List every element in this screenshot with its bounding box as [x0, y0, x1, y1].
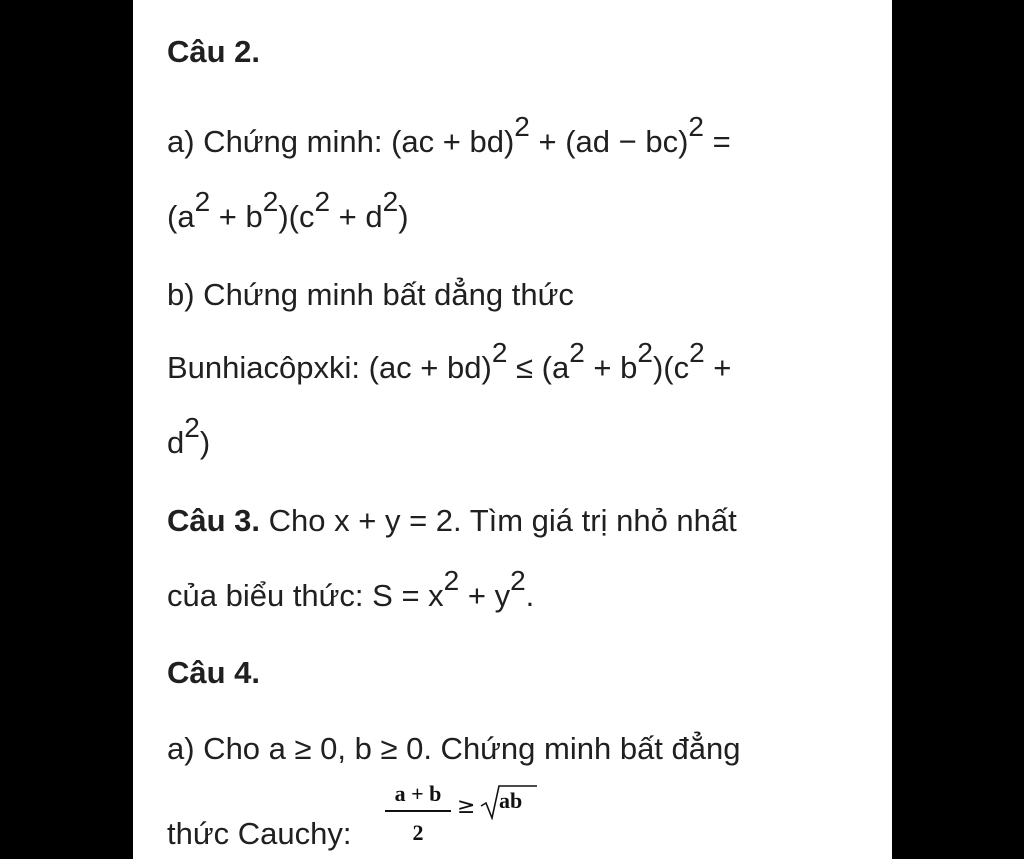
- text-segment: +: [704, 350, 732, 385]
- cau4-a-line1: a) Cho a ≥ 0, b ≥ 0. Chứng minh bất đẳng: [167, 731, 741, 766]
- fraction: [385, 780, 451, 844]
- geq-symbol: ≥: [457, 794, 476, 819]
- exponent: 2: [184, 412, 200, 443]
- exponent: 2: [491, 337, 508, 368]
- fraction-numerator: a + b: [394, 781, 442, 806]
- exponent: 2: [688, 111, 704, 142]
- exponent: 2: [637, 337, 653, 368]
- exponent: 2: [510, 565, 526, 596]
- exponent: 2: [569, 337, 585, 368]
- text-segment: + b: [584, 350, 638, 385]
- cau2-b-line1: b) Chứng minh bất dẳng thức: [167, 277, 574, 312]
- text-segment: của biểu thức: S = x: [167, 578, 444, 613]
- exponent: 2: [514, 111, 530, 142]
- exponent: 2: [314, 186, 331, 217]
- text-segment: a) Chứng minh: (ac + bd): [167, 124, 515, 159]
- text-segment: ): [398, 199, 409, 234]
- cau3-heading: Câu 3.: [167, 503, 261, 538]
- exponent: 2: [194, 186, 211, 217]
- text-segment: .: [525, 578, 535, 613]
- text-segment: + b: [210, 199, 263, 234]
- text-segment: Cho x + y = 2. Tìm giá trị nhỏ nhất: [260, 503, 737, 538]
- fraction-denominator: 2: [412, 820, 424, 845]
- text-segment: d: [167, 425, 185, 460]
- cauchy-formula: [385, 780, 555, 850]
- text-segment: ): [199, 425, 211, 460]
- exponent: 2: [262, 186, 279, 217]
- radicand: ab: [499, 788, 523, 813]
- cau4-heading: Câu 4.: [167, 655, 261, 690]
- cau3-line2: [167, 565, 535, 614]
- text-segment: + (ad − bc): [529, 124, 689, 159]
- document-page: [133, 0, 892, 859]
- cau2-a-line1: [167, 111, 731, 160]
- cau2-heading: Câu 2.: [167, 34, 261, 69]
- text-segment: + y: [459, 578, 511, 613]
- exponent: 2: [689, 337, 705, 368]
- text-segment: (a: [167, 199, 195, 234]
- cau2-b-line2: [167, 337, 732, 386]
- text-segment: Bunhiacôpxki: (ac + bd): [167, 350, 492, 385]
- cau2-a-line2: [167, 186, 409, 235]
- exponent: 2: [443, 565, 460, 596]
- cau2-b-line3: [167, 412, 211, 461]
- text-segment: + d: [330, 199, 383, 234]
- text-segment: =: [703, 124, 731, 159]
- text-segment: )(c: [652, 350, 690, 385]
- cau3-line1: [167, 503, 737, 539]
- exponent: 2: [382, 186, 399, 217]
- text-segment: ≤ (a: [507, 350, 570, 385]
- fraction-bar: [385, 810, 451, 812]
- text-segment: )(c: [278, 199, 315, 234]
- cau4-a-line2: thức Cauchy:: [167, 816, 352, 851]
